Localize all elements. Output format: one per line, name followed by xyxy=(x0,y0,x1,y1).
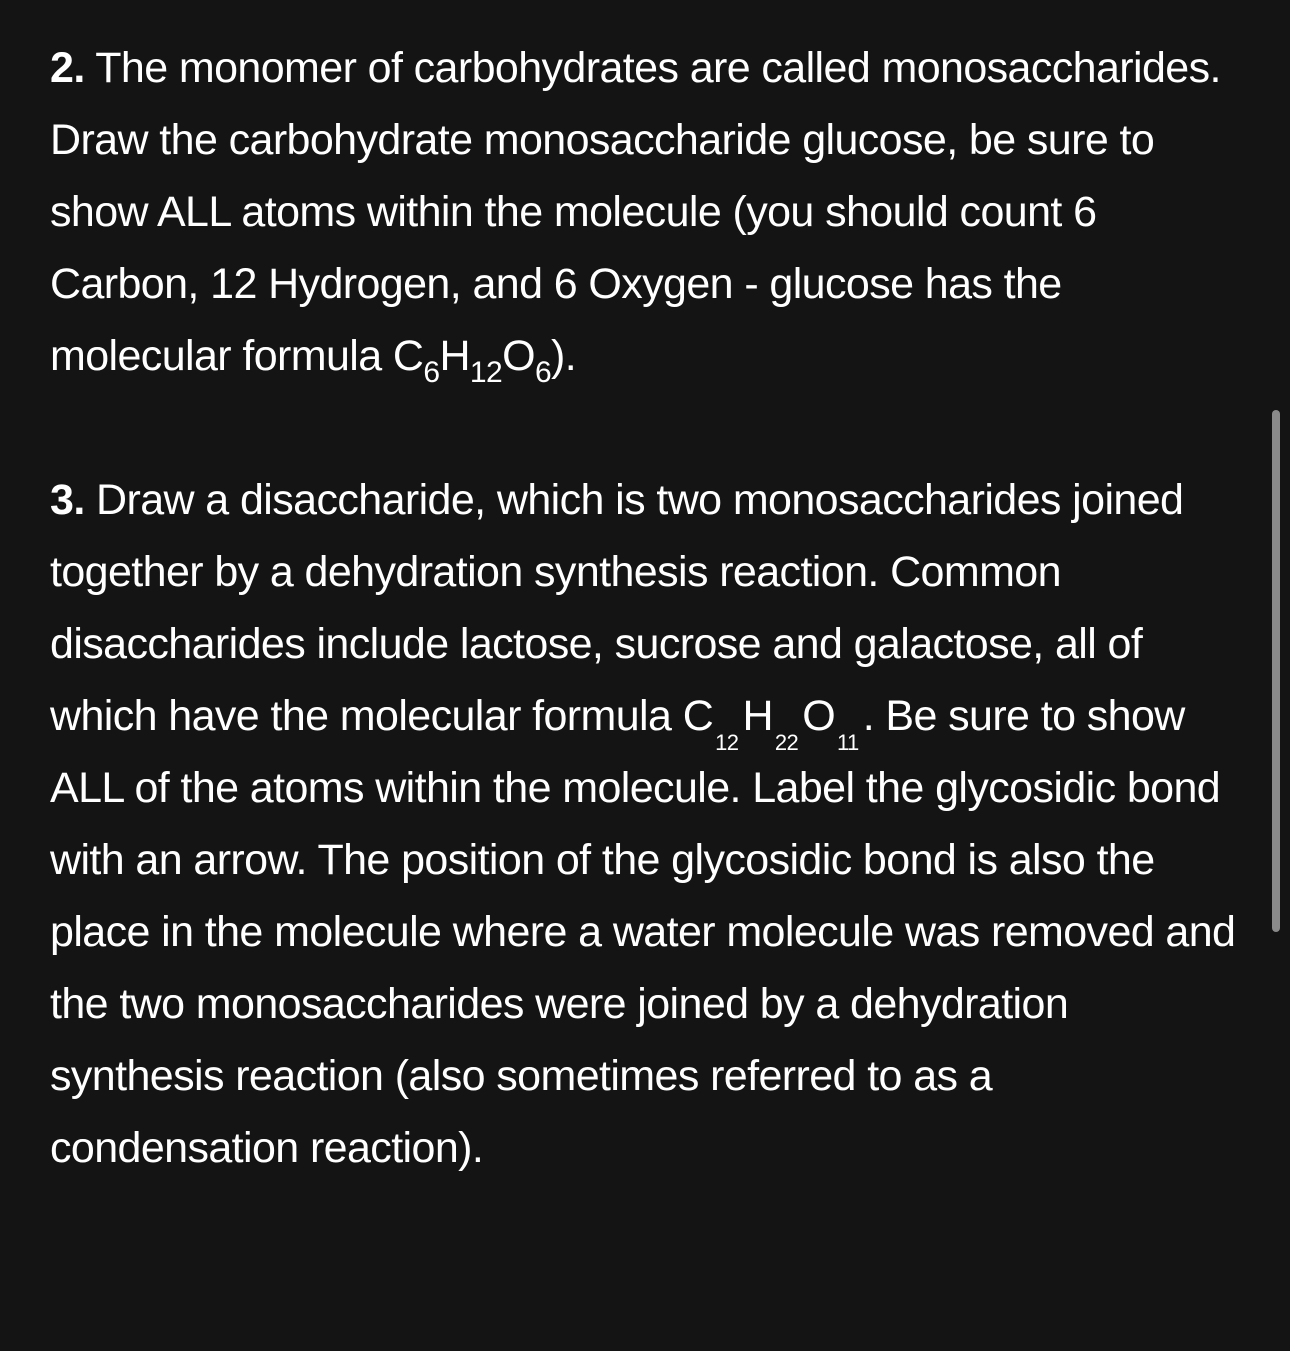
formula-hydrogen-count: 22 xyxy=(774,730,799,755)
question-2-text-end: ). xyxy=(551,332,577,380)
formula-carbon-count: 12 xyxy=(715,730,739,755)
disaccharide-formula xyxy=(682,692,863,755)
formula-oxygen: O xyxy=(802,692,836,740)
question-2 xyxy=(50,32,1240,392)
glucose-formula xyxy=(392,332,552,389)
formula-hydrogen: H xyxy=(439,332,470,380)
formula-carbon: C xyxy=(392,332,424,380)
question-3-text: Draw a disaccharide, which is two monosaccharides joined together by a dehydration synthesis reaction. Common disaccharides include lactose, sucrose and galactose, all of which have the molecular formula xyxy=(50,476,1184,740)
question-3 xyxy=(50,464,1240,1184)
formula-hydrogen-count: 12 xyxy=(469,356,503,389)
formula-carbon-count: 6 xyxy=(423,356,440,389)
question-2-number: 2. xyxy=(50,44,85,92)
document-body xyxy=(50,32,1240,1184)
question-3-number: 3. xyxy=(50,476,85,524)
formula-oxygen-count: 6 xyxy=(534,356,552,389)
question-2-text: The monomer of carbohydrates are called monosaccharides. Draw the carbohydrate monosaccharide glucose, be sure to show ALL atoms within the molecule (you should count 6 Carbon, 12 Hydrogen, and 6 Oxygen - glucose has the molecular formula xyxy=(50,44,1221,380)
question-3-text-end: . Be sure to show ALL of the atoms within the molecule. Label the glycosidic bond with an arrow. The position of the glycosidic bond is also the place in the molecule where a water molecule was removed and the two monosaccharides were joined by a dehydration synthesis reaction (also sometimes referred to as a condensation reaction). xyxy=(50,692,1236,1172)
scrollbar-thumb[interactable] xyxy=(1272,410,1280,932)
formula-carbon: C xyxy=(682,692,714,740)
formula-oxygen: O xyxy=(502,332,535,380)
formula-oxygen-count: 11 xyxy=(837,730,859,755)
formula-hydrogen: H xyxy=(742,692,773,740)
